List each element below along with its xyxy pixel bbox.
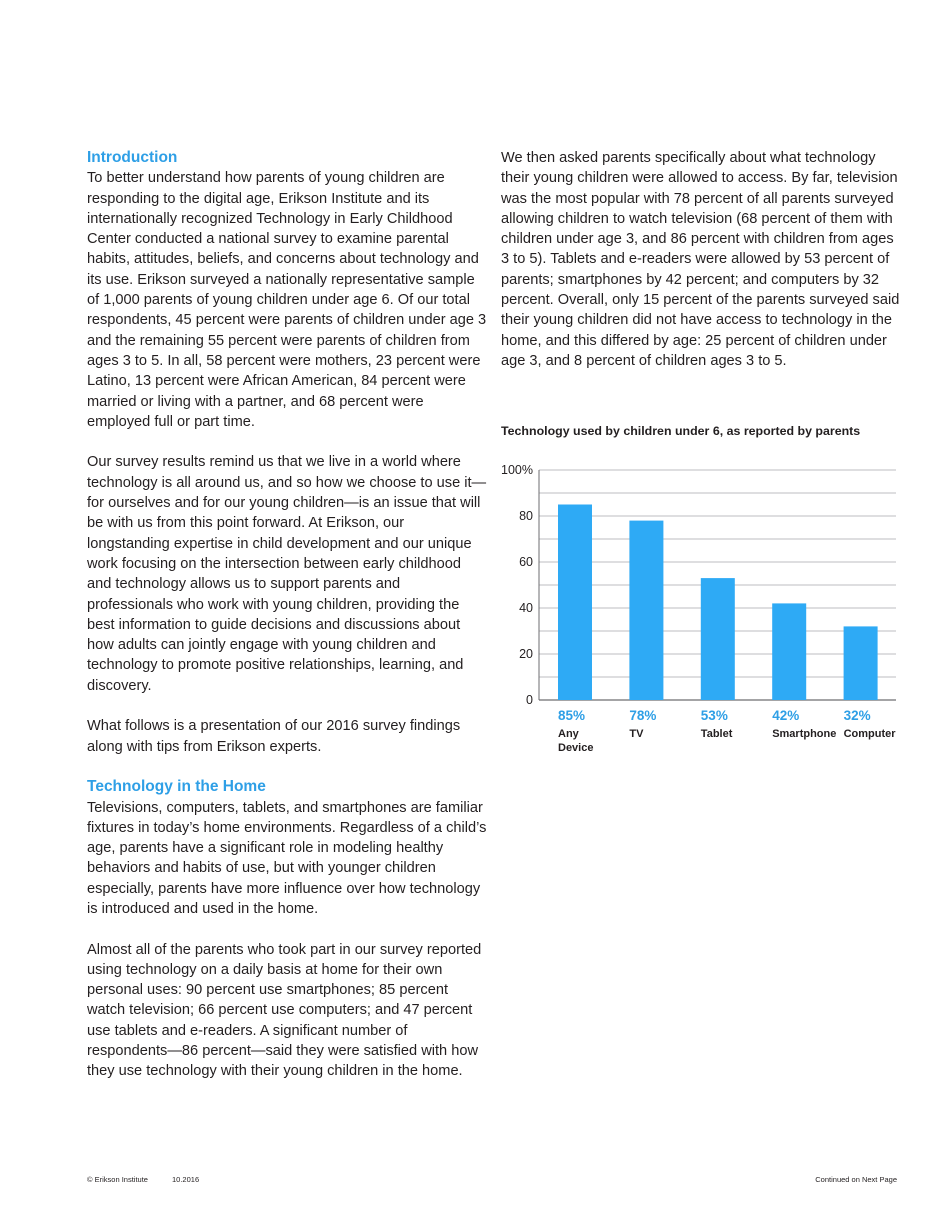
category-label: Device: [558, 742, 594, 754]
footer-copyright: © Erikson Institute: [87, 1175, 148, 1184]
home-paragraph-2: Almost all of the parents who took part in our survey reported using technology on a daily basis at home for their own personal uses: 90 percent use smartphones; 85 percent watch television; 66 percent use computers; and 47 percent use tablets and e-readers. A significant number of respondents—86 percent—said they were satisfied with how they use technology with their young children in the home.: [87, 941, 482, 1080]
data-label: 32%: [843, 708, 871, 723]
left-column: [87, 148, 487, 1102]
data-label: 42%: [772, 708, 800, 723]
category-label: Any: [558, 728, 579, 740]
home-paragraph-1: Televisions, computers, tablets, and smartphones are familiar fixtures in today’s home environments. Regardless of a child’s age, parents have a significant role in modeling healthy behaviors and habits of use, but with younger children especially, parents have more influence over how technology is introduced and used in the home.: [87, 799, 487, 917]
data-label: 78%: [629, 708, 657, 723]
category-label: Smartphone: [772, 728, 837, 740]
footer-date: 10.2016: [172, 1175, 200, 1184]
introduction-heading: Introduction: [87, 149, 178, 166]
chart-title: Technology used by children under 6, as reported by parents: [501, 424, 861, 438]
y-tick-label: 60: [519, 555, 533, 569]
access-paragraph: We then asked parents specifically about what technology their young children were allowed to access. By far, television was the most popular with 78 percent of all parents surveyed allowing children to watch television (68 percent of them with children under age 3, and 86 percent with children from ages 3 to 5). Tablets and e-readers were allowed by 53 percent of parents; smartphones by 42 percent; and computers by 32 percent. Overall, only 15 percent of the parents surveyed said their young children did not have access to technology in the home, and this differed by age: 25 percent of children under age 3, and 8 percent of children ages 3 to 5.: [501, 150, 900, 369]
bar: [558, 505, 592, 701]
data-label: 53%: [700, 708, 728, 723]
intro-paragraph-3: What follows is a presentation of our 2016 survey findings along with tips from Erikson experts.: [87, 718, 461, 755]
right-column: [501, 148, 901, 392]
y-tick-label: 0: [526, 693, 533, 707]
category-label: Computer: [843, 728, 896, 740]
bar: [772, 603, 806, 700]
data-label: 85%: [558, 708, 586, 723]
intro-paragraph-1: To better understand how parents of young children are responding to the digital age, Erikson Institute and its internationally recognized Technology in Early Childhood Center conducted a national survey to examine parental habits, attitudes, beliefs, and concerns about technology and its use. Erikson surveyed a nationally representative sample of 1,000 parents of young children under age 6. Of our total respondents, 45 percent were parents of children under age 3 and the remaining 55 percent were parents of children from ages 3 to 5. In all, 58 percent were mothers, 23 percent were Latino, 13 percent were African American, 84 percent were married or living with a partner, and 68 percent were employed full or part time.: [87, 170, 487, 430]
bar: [629, 521, 663, 700]
technology-usage-chart: [490, 456, 910, 766]
y-tick-label: 80: [519, 509, 533, 523]
y-tick-label: 20: [519, 647, 533, 661]
y-tick-label: 100%: [501, 463, 533, 477]
bar: [844, 626, 878, 700]
intro-paragraph-2: Our survey results remind us that we live in a world where technology is all around us, and so how we choose to use it—for ourselves and for our young children—is an issue that will be with us from this point forward. At Erikson, our longstanding expertise in child development and our unique work focusing on the intersection between early childhood and technology allows us to support parents and professionals who work with young children, providing the best information to guide decisions and discussions about how adults can jointly engage with young children and technology to promote positive relationships, learning, and discovery.: [87, 454, 487, 694]
bar: [701, 578, 735, 700]
footer-continued: Continued on Next Page: [815, 1175, 897, 1184]
y-tick-label: 40: [519, 601, 533, 615]
category-label: Tablet: [700, 728, 733, 740]
technology-in-home-heading: Technology in the Home: [87, 778, 266, 796]
category-label: TV: [629, 728, 644, 740]
